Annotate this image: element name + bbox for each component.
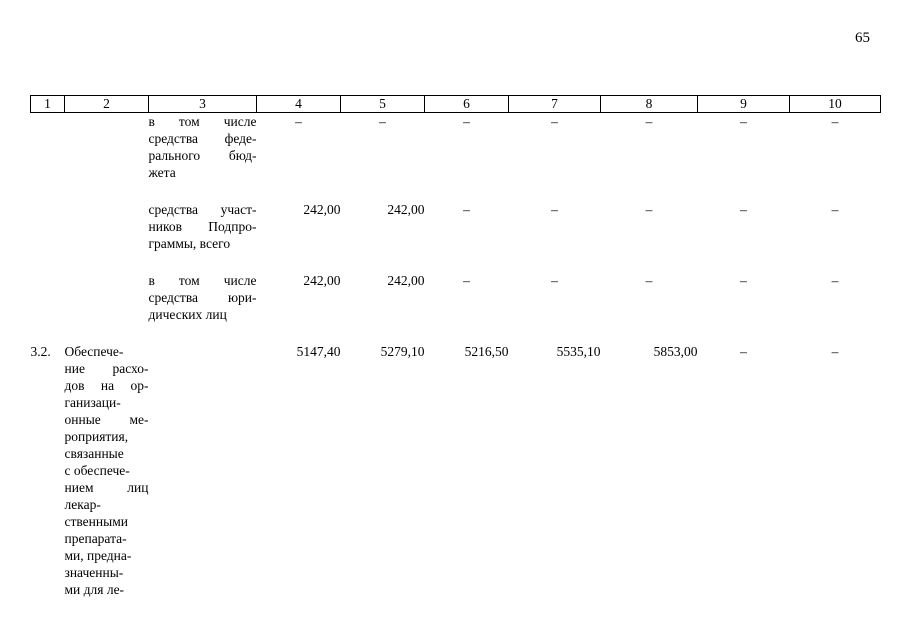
text-line: ми, предна- [64, 548, 132, 563]
text-line: в том числе [148, 114, 257, 129]
value-cell: – [831, 202, 839, 217]
text-line: связанные [64, 446, 124, 461]
value-cell: 5279,10 [380, 344, 425, 359]
text-line: ние расхо- [64, 361, 149, 376]
value-cell: 242,00 [303, 202, 341, 217]
item-name [65, 201, 149, 252]
text-line: в том числе [148, 273, 257, 288]
item-name [65, 272, 149, 323]
text-line: ми для ле- [64, 582, 125, 597]
budget-table [30, 95, 881, 598]
value-cell: – [463, 273, 470, 288]
value-cell: – [551, 114, 558, 129]
funding-source [149, 272, 257, 323]
text-line: средства участ- [148, 202, 257, 217]
row-spacer [31, 181, 881, 201]
text-line: рального бюд- [148, 148, 257, 163]
column-header: 6 [425, 96, 509, 113]
text-line: нием лиц [64, 480, 149, 495]
text-line: роприятия, [64, 429, 129, 444]
item-name [65, 343, 149, 598]
value-cell: – [645, 202, 653, 217]
column-header: 1 [31, 96, 65, 113]
value-cell: – [551, 273, 558, 288]
text-line: дов на ор- [64, 378, 149, 393]
text-line: Обеспече- [64, 344, 124, 359]
column-header: 10 [790, 96, 881, 113]
column-header: 9 [698, 96, 790, 113]
column-header: 5 [341, 96, 425, 113]
value-cell: – [463, 114, 470, 129]
value-cell: – [831, 273, 839, 288]
text-line: ников Подпро- [148, 219, 257, 234]
item-number [31, 201, 65, 252]
value-cell: 5853,00 [653, 344, 698, 359]
text-line: с обеспече- [64, 463, 130, 478]
text-line: онные ме- [64, 412, 149, 427]
text-line: жета [148, 165, 176, 180]
column-header: 4 [257, 96, 341, 113]
item-number [31, 272, 65, 323]
text-line: ственными [64, 514, 128, 529]
column-header: 2 [65, 96, 149, 113]
table-row [31, 201, 881, 252]
text-line: препарата- [64, 531, 127, 546]
table-row [31, 272, 881, 323]
value-cell: – [379, 114, 386, 129]
column-header: 7 [509, 96, 601, 113]
text-line: значенны- [64, 565, 124, 580]
page-number: 65 [855, 30, 870, 46]
value-cell: – [740, 273, 747, 288]
value-cell: 242,00 [303, 273, 341, 288]
value-cell: – [740, 344, 747, 359]
text-line: лекар- [64, 497, 101, 512]
value-cell: 5216,50 [464, 344, 509, 359]
value-cell: – [645, 273, 653, 288]
table-row [31, 343, 881, 598]
text-line: дических лиц [148, 307, 227, 322]
text-line: граммы, всего [148, 236, 231, 251]
column-number-header [31, 96, 881, 113]
value-cell: 242,00 [387, 202, 425, 217]
item-name [65, 113, 149, 182]
value-cell: 5535,10 [556, 344, 601, 359]
item-number: 3.2. [30, 344, 51, 359]
value-cell: – [295, 114, 302, 129]
value-cell: – [463, 202, 470, 217]
column-header: 3 [149, 96, 257, 113]
table-row [31, 113, 881, 182]
value-cell: – [551, 202, 558, 217]
column-header: 8 [601, 96, 698, 113]
value-cell: – [831, 114, 839, 129]
item-number [31, 113, 65, 182]
value-cell: – [645, 114, 653, 129]
value-cell: – [831, 344, 839, 359]
row-spacer [31, 252, 881, 272]
value-cell: – [740, 202, 747, 217]
text-line: средства феде- [148, 131, 257, 146]
value-cell: 242,00 [387, 273, 425, 288]
funding-source [149, 201, 257, 252]
funding-source [149, 113, 257, 182]
funding-source [149, 343, 257, 598]
value-cell: – [740, 114, 747, 129]
value-cell: 5147,40 [296, 344, 341, 359]
text-line: средства юри- [148, 290, 257, 305]
text-line: ганизаци- [64, 395, 121, 410]
row-spacer [31, 323, 881, 343]
